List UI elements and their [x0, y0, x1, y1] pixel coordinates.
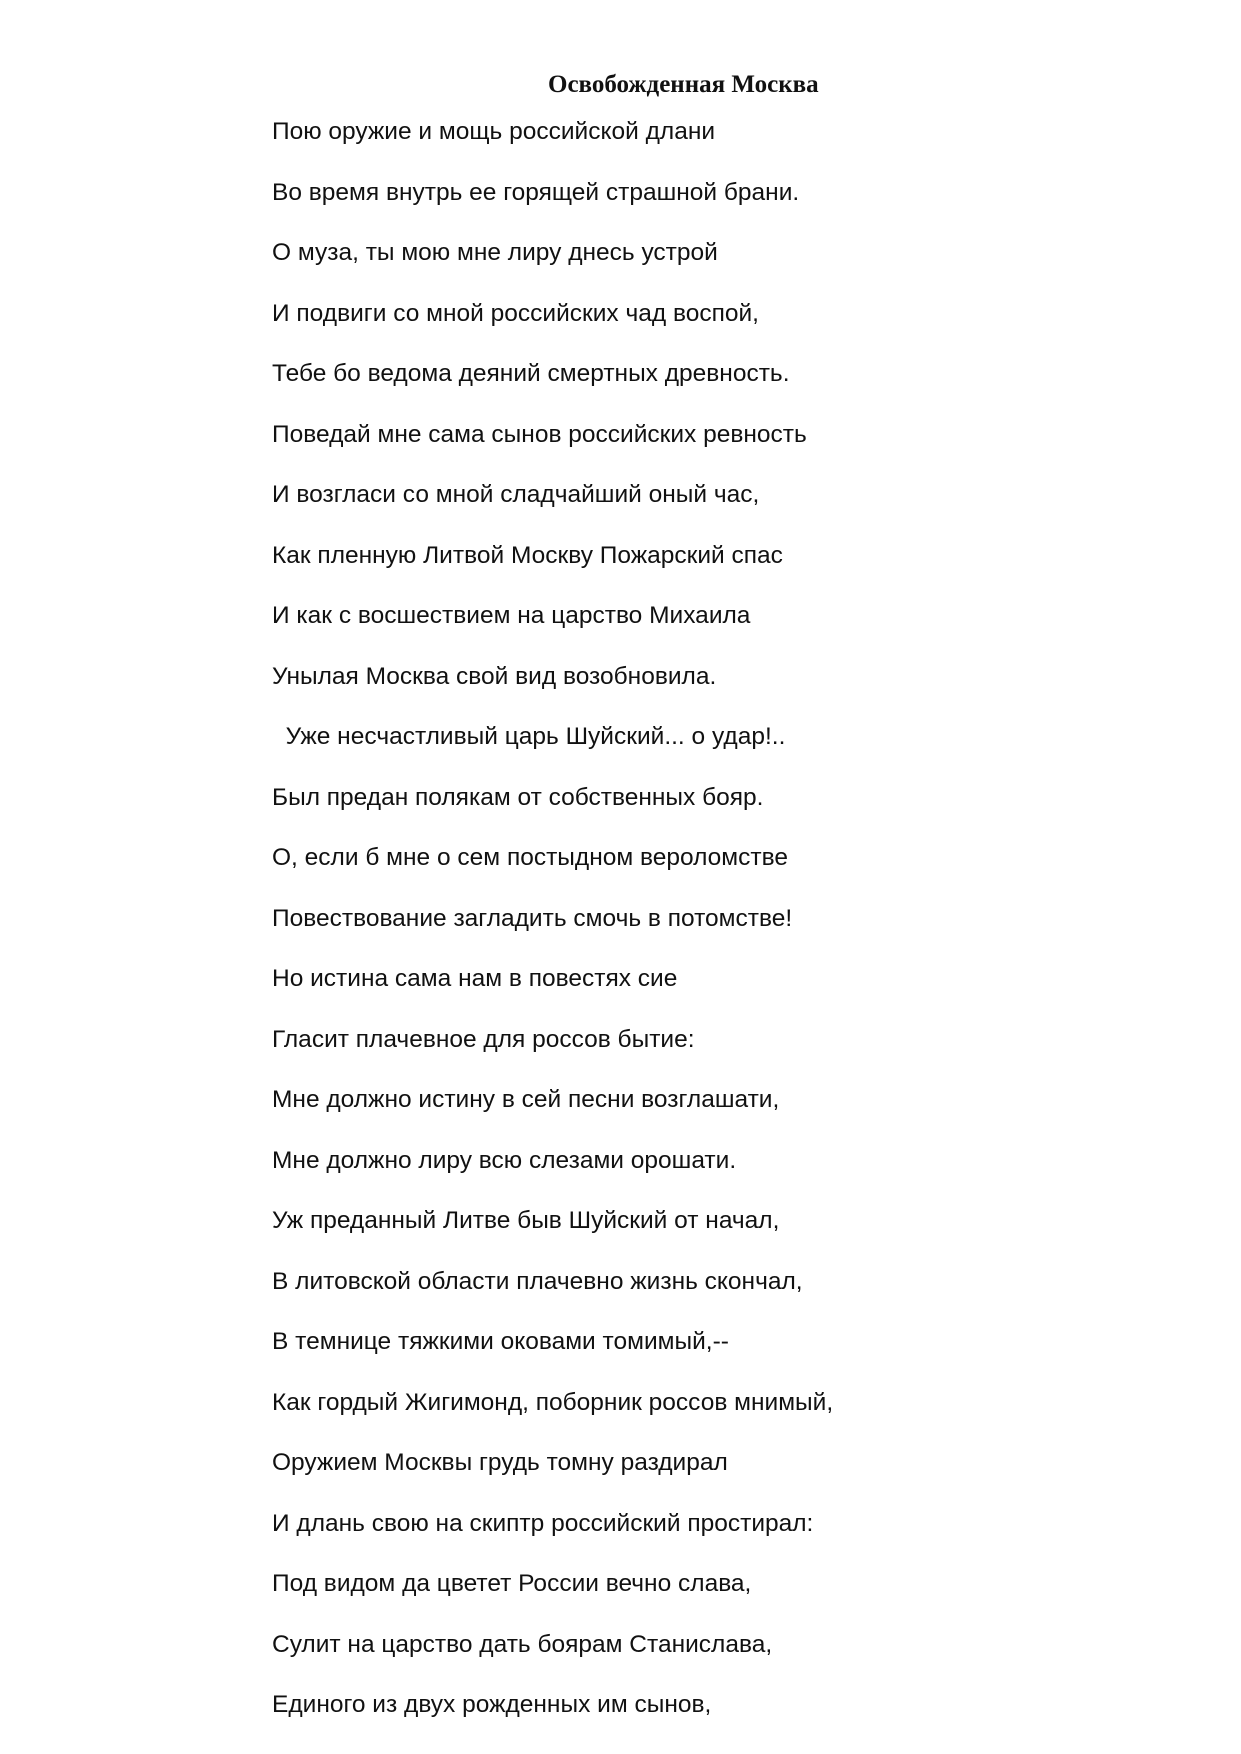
poem-body: [272, 117, 833, 1751]
poem-line: И как с восшествием на царство Михаила: [272, 602, 751, 629]
poem-line: Гласит плачевное для россов бытие:: [272, 1025, 695, 1053]
poem-line: Но истина сама нам в повестях сие: [272, 965, 678, 992]
poem-line: Под видом да цветет России вечно слава,: [272, 1570, 752, 1597]
poem-line: Как пленную Литвой Москву Пожарский спас: [272, 541, 783, 569]
poem-line: В литовской области плачевно жизнь скончал,: [272, 1267, 803, 1295]
poem-line: Поведай мне сама сынов российских ревность: [272, 420, 807, 448]
poem-line: В темнице тяжкими оковами томимый,--: [272, 1328, 729, 1355]
poem-line: И подвиги со мной российских чад воспой,: [272, 299, 759, 327]
poem-line: О, если б мне о сем постыдном вероломстве: [272, 844, 788, 871]
poem-line: Единого из двух рожденных им сынов,: [272, 1691, 712, 1718]
poem-line: Унылая Москва свой вид возобновила.: [272, 662, 717, 690]
poem-line: Мне должно истину в сей песни возглашати,: [272, 1086, 780, 1113]
poem-line: Во время внутрь ее горящей страшной брани.: [272, 178, 800, 206]
poem-line: Как гордый Жигимонд, поборник россов мнимый,: [272, 1388, 834, 1416]
poem-line: И возгласи со мной сладчайший оный час,: [272, 481, 760, 508]
poem-line: Пою оружие и мощь российской длани: [272, 118, 716, 145]
poem-title: Освобожденная Москва: [548, 71, 819, 98]
poem-line: Уже несчастливый царь Шуйский... о удар!..: [272, 723, 786, 750]
poem-line: Был предан полякам от собственных бояр.: [272, 783, 764, 811]
poem-line: О муза, ты мою мне лиру днесь устрой: [272, 239, 718, 266]
poem-line: Оружием Москвы грудь томну раздирал: [272, 1449, 728, 1476]
poem-line: Мне должно лиру всю слезами орошати.: [272, 1146, 737, 1174]
poem-line: И длань свою на скиптр российский простирал:: [272, 1509, 814, 1537]
poem-line: Тебе бо ведома деяний смертных древность.: [272, 360, 790, 387]
poem-line: Сулит на царство дать боярам Станислава,: [272, 1630, 773, 1658]
poem-line: Повествование загладить смочь в потомстве!: [272, 904, 793, 932]
poem-line: Уж преданный Литве быв Шуйский от начал,: [272, 1207, 780, 1234]
